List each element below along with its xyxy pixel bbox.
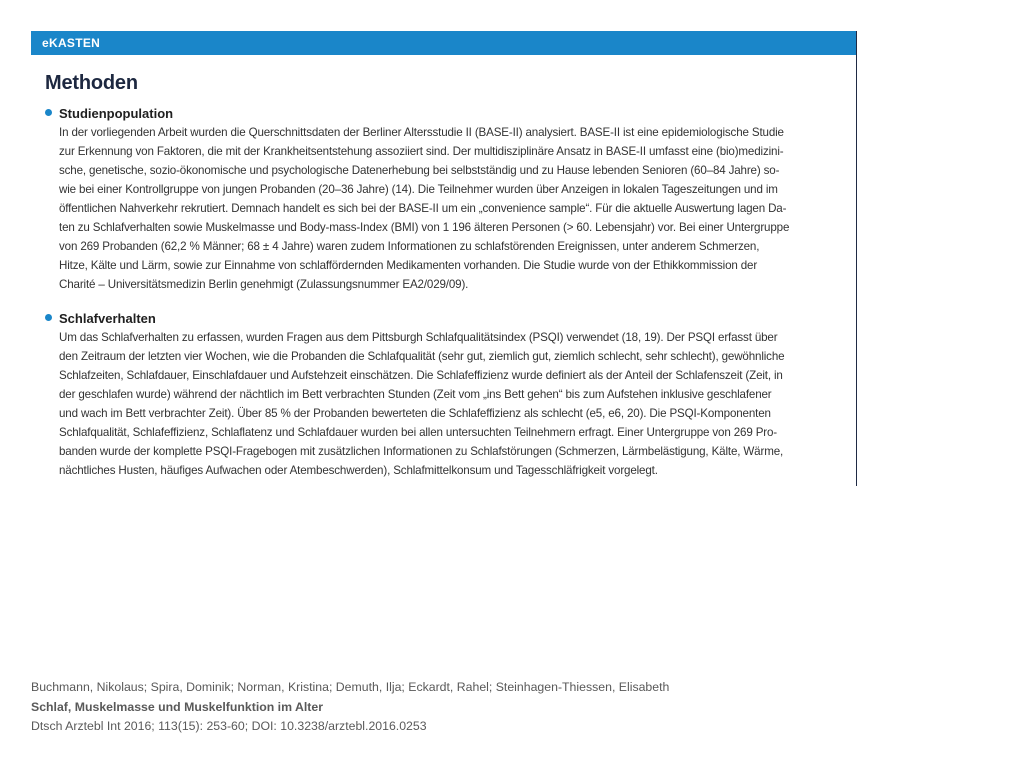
text-line: Schlafqualität, Schlafeffizienz, Schlaflatenz und Schlafdauer wurden bei allen untersuchten Teilnehmern erfragt. Einer Untergruppe von 269 Pro- — [59, 426, 777, 439]
box-header: eKASTEN — [31, 31, 856, 55]
ekasten-box — [31, 31, 857, 486]
citation — [31, 678, 669, 737]
section-text — [45, 123, 851, 294]
citation-journal: Dtsch Arztebl Int 2016; 113(15): 253-60; DOI: 10.3238/arztebl.2016.0253 — [31, 719, 427, 733]
section-heading-text: Studienpopulation — [59, 106, 174, 121]
text-line: zur Erkennung von Faktoren, die mit der Krankheitsentstehung assoziiert sind. Der multidisziplinäre Ansatz in BASE-II umfasst eine (bio)medizini- — [59, 145, 784, 158]
text-line: Um das Schlafverhalten zu erfassen, wurden Fragen aus dem Pittsburgh Schlafqualitätsindex (PSQI) verwendet (18, 19). Der PSQI erfasst über — [59, 331, 778, 344]
citation-title: Schlaf, Muskelmasse und Muskelfunktion im Alter — [31, 699, 324, 714]
text-line: nächtliches Husten, häufiges Aufwachen oder Atembeschwerden), Schlafmittelkonsum und Tagesschläfrigkeit vorgelegt. — [59, 464, 658, 477]
sections-container — [45, 105, 856, 480]
text-line: sche, genetische, sozio-ökonomische und psychologische Datenerhebung bei selbstständig und zu Hause lebenden Senioren (60–84 Jahre) so- — [59, 164, 780, 177]
text-line: ten zu Schlafverhalten sowie Muskelmasse und Body-mass-Index (BMI) von 1 196 älteren Personen (> 60. Lebensjahr) vor. Bei einer Untergruppe — [59, 221, 790, 234]
bullet-icon — [45, 314, 52, 321]
section-heading — [45, 310, 856, 327]
text-line: den Zeitraum der letzten vier Wochen, wie die Probanden die Schlafqualität (sehr gut, ziemlich gut, ziemlich schlecht, sehr schlecht), gewöhnliche — [59, 350, 785, 363]
section-heading-text: Schlafverhalten — [59, 311, 156, 326]
text-line: von 269 Probanden (62,2 % Männer; 68 ± 4 Jahre) waren zudem Informationen zu schlafstörenden Ereignissen, unter anderem Schmerzen, — [59, 240, 760, 253]
text-line: Schlafzeiten, Schlafdauer, Einschlafdauer und Aufstehzeit einschätzen. Die Schlafeffizienz wurde definiert als der Anteil der Schlafenszeit (Zeit, in — [59, 369, 783, 382]
box-title: Methoden — [45, 72, 138, 94]
section-schlafverhalten — [45, 310, 856, 480]
text-line: der geschlafen wurde) während der nächtlich im Bett verbrachten Stunden (Zeit vom „ins Bett gehen“ bis zum Aufstehen inklusive geschlafener — [59, 388, 772, 401]
text-line: Hitze, Kälte und Lärm, sowie zur Einnahme von schlaffördernden Medikamenten vorhanden. Die Studie wurde von der Ethikkommission der — [59, 259, 758, 272]
section-heading — [45, 105, 856, 122]
box-body — [31, 72, 856, 480]
text-line: Charité – Universitätsmedizin Berlin genehmigt (Zulassungsnummer EA2/029/09). — [59, 278, 469, 291]
text-line: wie bei einer Kontrollgruppe von jungen Probanden (20–36 Jahre) (14). Die Teilnehmer wurden über Anzeigen in lokalen Tageszeitungen und im — [59, 183, 778, 196]
bullet-icon — [45, 109, 52, 116]
citation-authors: Buchmann, Nikolaus; Spira, Dominik; Norman, Kristina; Demuth, Ilja; Eckardt, Rahel; Steinhagen-Thiessen, Elisabeth — [31, 680, 670, 694]
section-text — [45, 328, 851, 480]
section-studienpopulation — [45, 105, 856, 294]
text-line: banden wurde der komplette PSQI-Fragebogen mit zusätzlichen Informationen zu Schlafstörungen (Schmerzen, Lärmbelästigung, Kälte, Wärme, — [59, 445, 784, 458]
text-line: öffentlichen Nahverkehr rekrutiert. Demnach handelt es sich bei der BASE-II um ein „convenience sample“. Für die aktuelle Auswertung lagen Da- — [59, 202, 787, 215]
text-line: und wach im Bett verbrachter Zeit). Über 85 % der Probanden bewerteten die Schlafeffizienz als schlecht (e5, e6, 20). Die PSQI-Komponenten — [59, 407, 771, 420]
text-line: In der vorliegenden Arbeit wurden die Querschnittsdaten der Berliner Altersstudie II (BASE-II) analysiert. BASE-II ist eine epidemiologische Studie — [59, 126, 784, 139]
